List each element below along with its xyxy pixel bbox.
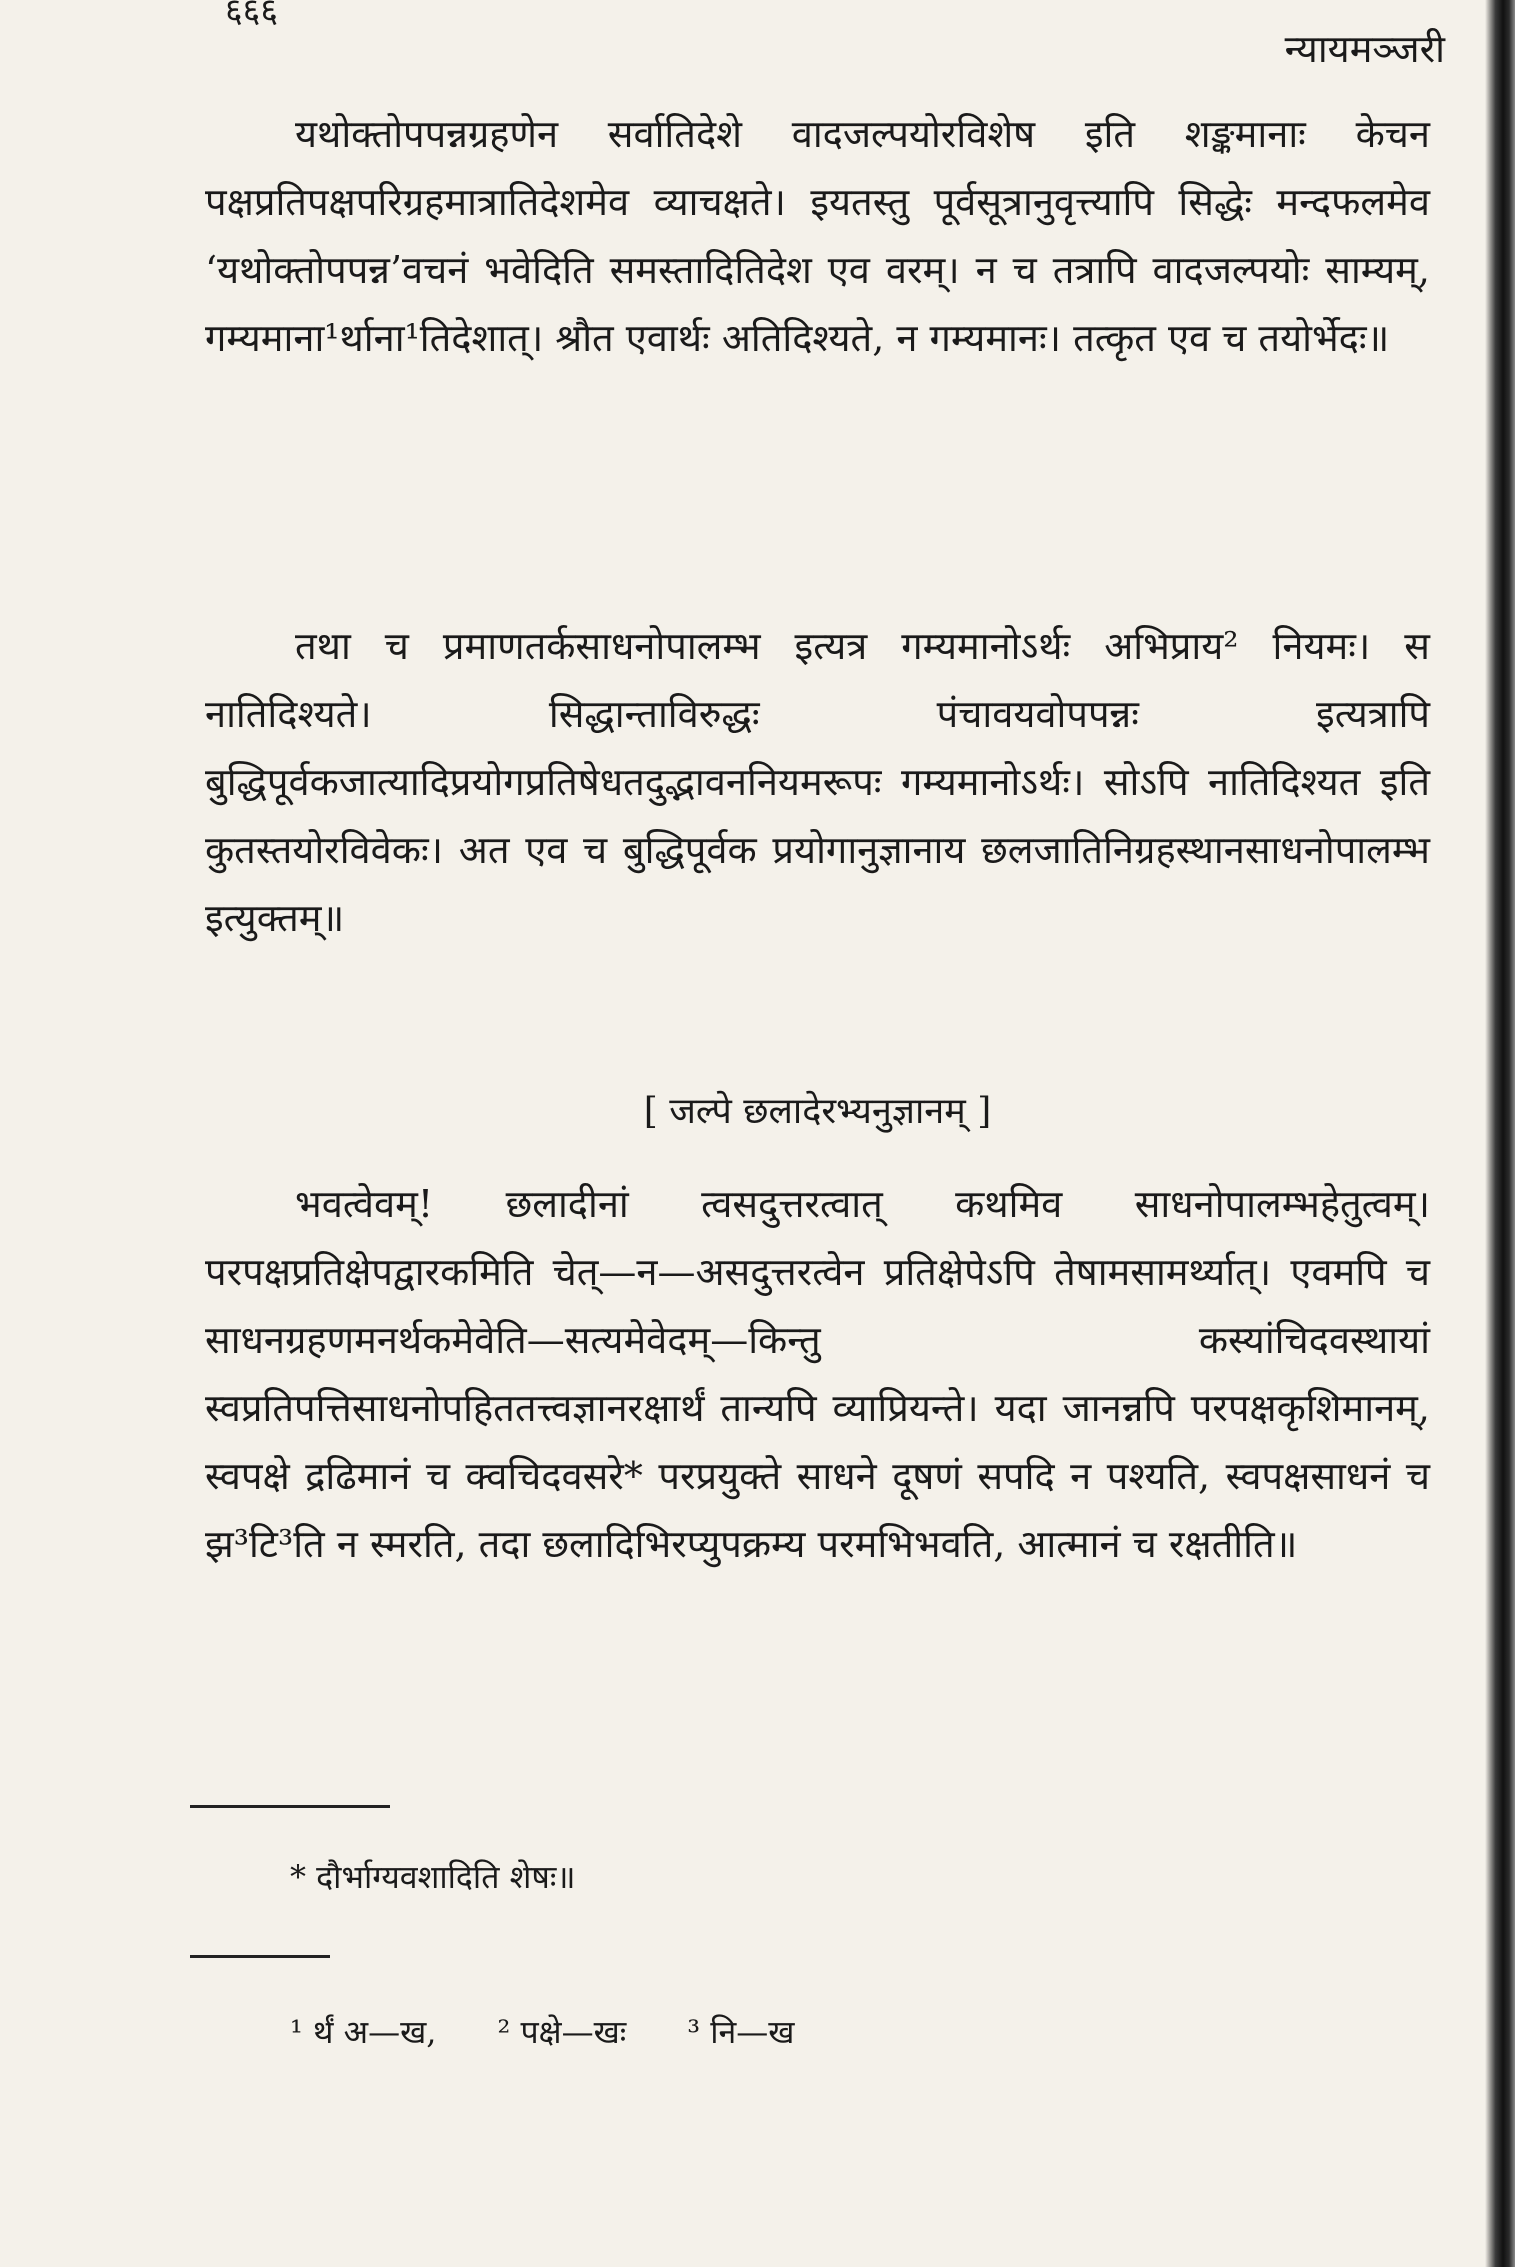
paragraph-3: भवत्वेवम्! छलादीनां त्वसदुत्तरत्वात् कथमिव साधनोपालम्भहेतुत्वम्। परपक्षप्रतिक्षेपद्वारकमिति चेत्—न—असदुत्तरत्वेन प्रतिक्षेपेऽपि तेषामसामर्थ्यात्। एवमपि च साधनग्रहणमनर्थकमेवेति—सत्यमेवेदम्—किन्तु कस्यांचिदवस्थायां स्वप्रतिपत्तिसाधनोपहिततत्त्वज्ञानरक्षार्थं तान्यपि व्याप्रियन्ते। यदा जानन्नपि परपक्षकृशिमानम्, स्वपक्षे द्रढिमानं च क्वचिदवसरे* परप्रयुक्ते साधने दूषणं सपदि न पश्यति, स्वपक्षसाधनं च झ³टि³ति न स्मरति, तदा छलादिभिरप्युपक्रम्य परमभिभवति, आत्मानं च रक्षतीति॥ bbox=[205, 1182, 1430, 1566]
paragraph-1: यथोक्तोपपन्नग्रहणेन सर्वातिदेशे वादजल्पयोरविशेष इति शङ्कमानाः केचन पक्षप्रतिपक्षपरिग्रहमात्रातिदेशमेव व्याचक्षते। इयतस्तु पूर्वसूत्रानुवृत्त्यापि सिद्धेः मन्दफलमेव ‘यथोक्तोपपन्न’वचनं भवेदिति समस्तादितिदेश एव वरम्। न च तत्रापि वादजल्पयोः साम्यम्, गम्यमाना¹र्थाना¹तिदेशात्। श्रौत एवार्थः अतिदिश्यते, न गम्यमानः। तत्कृत एव च तयोर्भेदः॥ bbox=[205, 112, 1430, 360]
book-spine-shadow bbox=[1485, 0, 1515, 2267]
footnote-rule bbox=[190, 1805, 390, 1808]
running-header: न्यायमञ्जरी bbox=[1284, 27, 1445, 71]
variant-readings: ¹ र्थं अ—ख, ² पक्षे—खः ³ नि—ख bbox=[290, 2013, 795, 2051]
page-number: ६६६ bbox=[225, 0, 279, 31]
footnote: * दौर्भाग्यवशादिति शेषः॥ bbox=[290, 1858, 576, 1896]
paragraph-2: तथा च प्रमाणतर्कसाधनोपालम्भ इत्यत्र गम्यमानोऽर्थः अभिप्राय² नियमः। स नातिदिश्यते। सिद्धान्ताविरुद्धः पंचावयवोपपन्नः इत्यत्रापि बुद्धिपूर्वकजात्यादिप्रयोगप्रतिषेधतदुद्भावननियमरूपः गम्यमानोऽर्थः। सोऽपि नातिदिश्यत इति कुतस्तयोरविवेकः। अत एव च बुद्धिपूर्वक प्रयोगानुज्ञानाय छलजातिनिग्रहस्थानसाधनोपालम्भ इत्युक्तम्॥ bbox=[205, 624, 1430, 940]
section-heading: [ जल्पे छलादेरभ्यनुज्ञानम् ] bbox=[643, 1091, 992, 1132]
variants-rule bbox=[190, 1955, 330, 1958]
